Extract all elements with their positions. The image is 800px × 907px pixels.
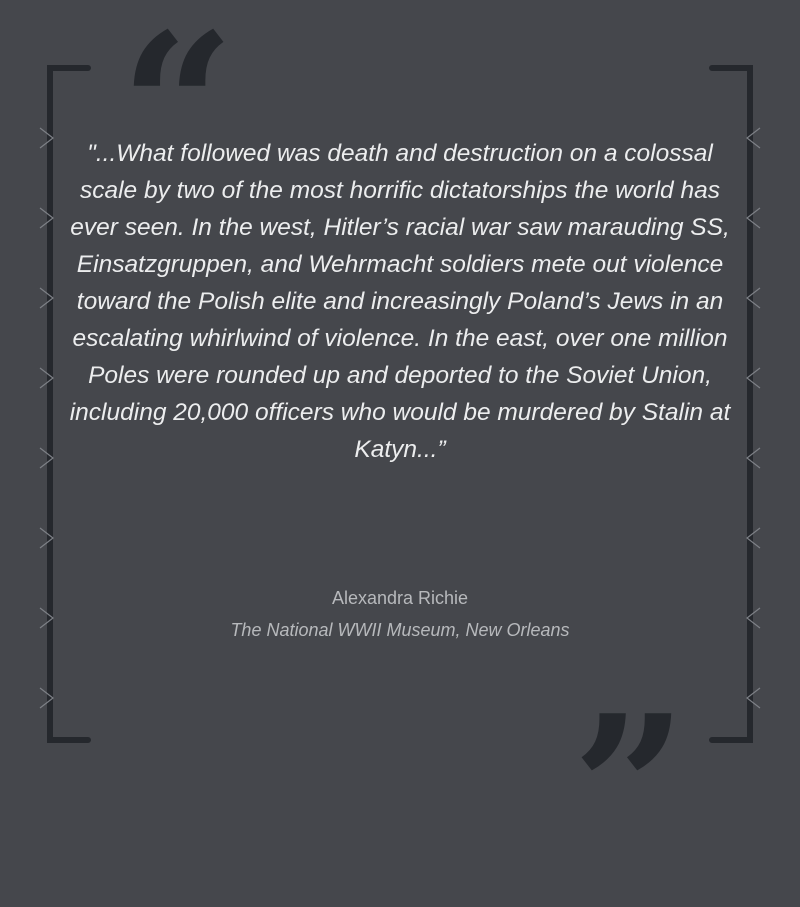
close-quote-icon: ”: [572, 672, 688, 907]
quote-affiliation: The National WWII Museum, New Orleans: [230, 620, 570, 640]
quote-author: Alexandra Richie: [331, 588, 469, 608]
quote-text: "...What followed was death and destruction on a colossal scale by two of the most horrific dictatorships the world has ever seen. In the west, Hitler’s racial war saw marauding SS, Einsatzgruppen, and Wehrmacht soldiers mete out violence toward the Polish elite and increasingly Poland’s Jews in an escalating whirlwind of violence. In the east, over one million Poles were rounded up and deported to the Soviet Union, including 20,000 officers who would be murdered by Stalin at Katyn...”: [69, 140, 731, 463]
open-quote-icon: “: [120, 0, 236, 225]
